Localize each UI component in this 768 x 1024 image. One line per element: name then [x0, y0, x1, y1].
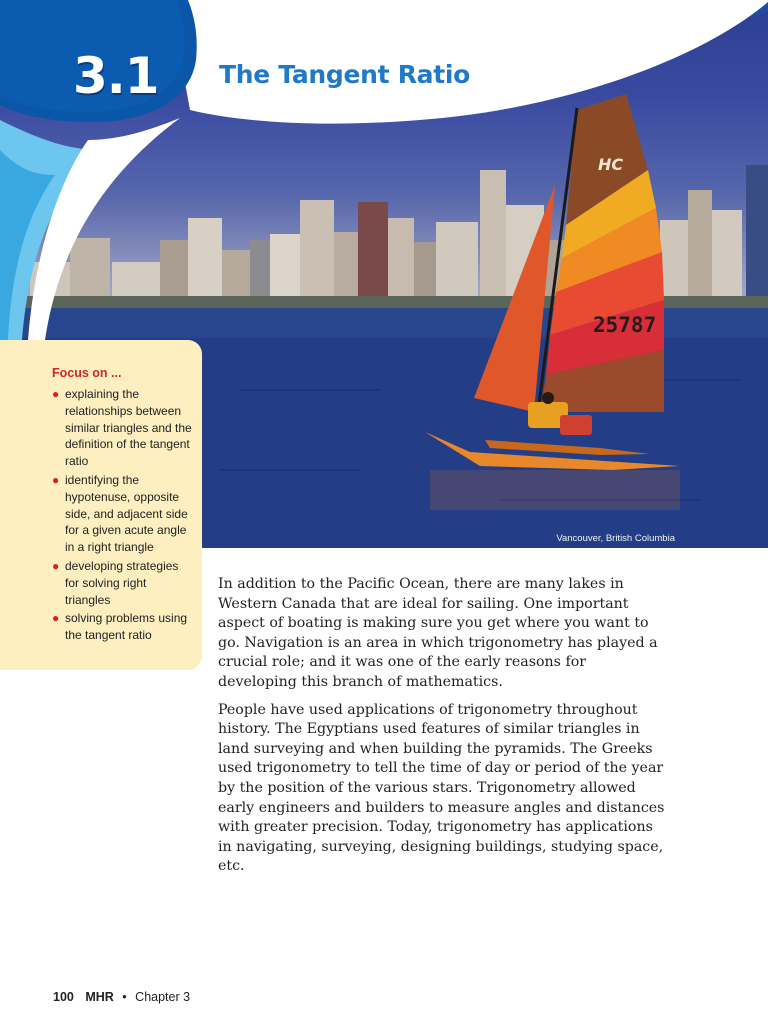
bullet-icon: ●	[52, 558, 60, 573]
focus-item-text: explaining the relationships between similar triangles and the definition of the tangent ratio	[65, 387, 192, 469]
bullet-icon: ●	[52, 387, 60, 401]
publisher-name: MHR	[85, 990, 114, 1004]
sail-logo: HC	[598, 155, 624, 174]
focus-item-text: solving problems using the tangent ratio	[65, 611, 188, 643]
sail-number: 25787	[593, 313, 657, 337]
page-footer	[53, 990, 190, 1004]
chapter-label: Chapter 3	[135, 990, 191, 1004]
section-number: 3.1	[73, 47, 159, 105]
focus-item-text: identifying the hypotenuse, opposite side, and adjacent side for a given acute angle in a right triangle	[65, 472, 188, 555]
focus-heading: Focus on ...	[52, 366, 122, 380]
bullet-icon: ●	[52, 611, 60, 626]
footer-separator: •	[122, 990, 127, 1004]
bullet-icon: ●	[52, 472, 60, 487]
focus-item	[52, 558, 192, 608]
body-paragraph: People have used applications of trigonometry throughout history. The Egyptians used features of similar triangles in land surveying and when building the pyramids. The Greeks used trigonometry to tell the time of day or period of the year by the position of the various stars. Trigonometry allowed early engineers and builders to measure angles and distances with greater precision. Today, trigonometry has applications in navigating, surveying, designing buildings, studying space, etc.	[218, 701, 665, 875]
section-title: The Tangent Ratio	[219, 60, 471, 89]
focus-item-text: developing strategies for solving right triangles	[65, 558, 179, 607]
photo-caption: Vancouver, British Columbia	[556, 533, 675, 544]
page-number: 100	[53, 990, 74, 1004]
focus-item	[52, 610, 192, 644]
focus-item	[52, 472, 192, 556]
body-paragraph: In addition to the Pacific Ocean, there are many lakes in Western Canada that are ideal for sailing. One important aspect of boating is making sure you get where you want to go. Navigation is an area in which trigonometry has played a crucial role; and it was one of the early reasons for developing this branch of mathematics.	[218, 576, 658, 690]
focus-item	[52, 386, 192, 470]
body-text	[218, 575, 668, 885]
focus-list	[52, 386, 192, 644]
focus-on-box	[0, 340, 202, 670]
